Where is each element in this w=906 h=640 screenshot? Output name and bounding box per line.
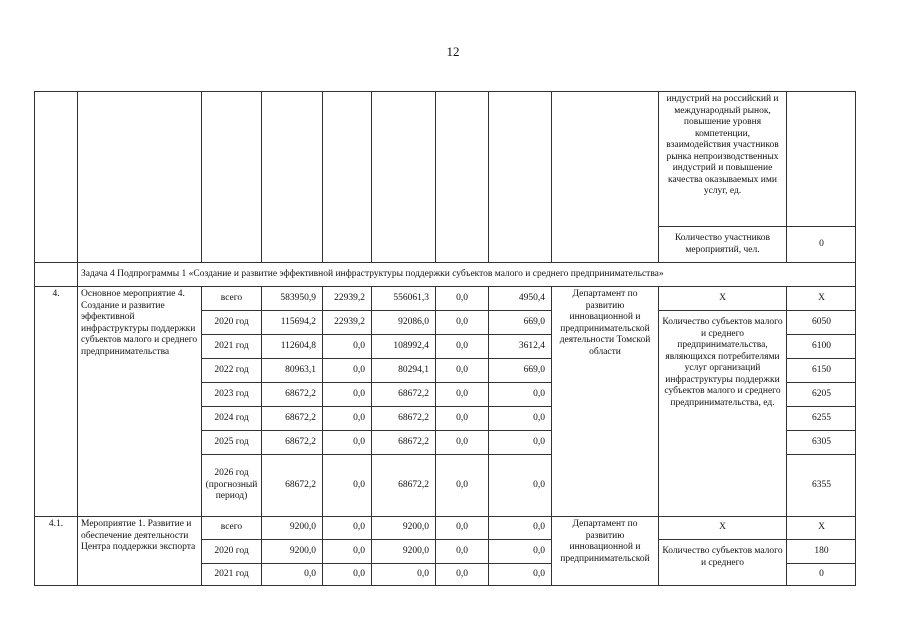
b1-value: 6100 xyxy=(786,334,856,358)
cell-empty xyxy=(435,91,488,262)
block2-indicator: Количество субъектов малого и среднего xyxy=(658,539,786,586)
b1-other: 0,0 xyxy=(488,454,551,516)
b1-regional: 68672,2 xyxy=(371,406,435,430)
block1-number: 4. xyxy=(34,286,77,516)
b1-year: 2024 год xyxy=(201,406,261,430)
b1-other: 0,0 xyxy=(488,382,551,406)
b1-local: 0,0 xyxy=(435,310,488,334)
participants-value: 0 xyxy=(786,226,856,262)
b1-other: 669,0 xyxy=(488,310,551,334)
b2-total: 0,0 xyxy=(261,563,322,586)
b1-year: 2020 год xyxy=(201,310,261,334)
b2-federal: 0,0 xyxy=(322,539,371,563)
b1-total: 68672,2 xyxy=(261,454,322,516)
b1-local: 0,0 xyxy=(435,430,488,454)
b1-federal: 0,0 xyxy=(322,406,371,430)
b2-year: всего xyxy=(201,516,261,539)
cell-empty xyxy=(488,91,551,262)
b1-federal: 0,0 xyxy=(322,382,371,406)
b1-regional: 80294,1 xyxy=(371,358,435,382)
b1-federal: 0,0 xyxy=(322,358,371,382)
b2-year: 2021 год xyxy=(201,563,261,586)
b1-regional: 68672,2 xyxy=(371,454,435,516)
b1-regional: 68672,2 xyxy=(371,382,435,406)
b1-value: Х xyxy=(786,286,856,310)
b1-other: 669,0 xyxy=(488,358,551,382)
cell-empty xyxy=(786,91,856,226)
b1-year: 2021 год xyxy=(201,334,261,358)
cell-empty xyxy=(77,91,201,262)
b2-total: 9200,0 xyxy=(261,539,322,563)
cell-empty xyxy=(34,262,77,286)
cell-empty xyxy=(261,91,322,262)
b1-value: 6205 xyxy=(786,382,856,406)
b1-total: 115694,2 xyxy=(261,310,322,334)
cell-empty xyxy=(371,91,435,262)
block2-executor: Департамент по развитию инновационной и предпринимательской xyxy=(551,516,658,586)
b2-local: 0,0 xyxy=(435,516,488,539)
b2-local: 0,0 xyxy=(435,539,488,563)
b2-regional: 9200,0 xyxy=(371,516,435,539)
block2-indicator-x: Х xyxy=(658,516,786,539)
b2-federal: 0,0 xyxy=(322,563,371,586)
b1-year: 2023 год xyxy=(201,382,261,406)
b2-federal: 0,0 xyxy=(322,516,371,539)
b2-other: 0,0 xyxy=(488,563,551,586)
b1-year: всего xyxy=(201,286,261,310)
b2-value: Х xyxy=(786,516,856,539)
b2-value: 0 xyxy=(786,563,856,586)
indicator-text-cell: индустрий на российский и международный рынок, повышение уровня компетенции, взаимодействия участников рынка непроизводственных индустрий и повышение качества оказываемых ими услуг, ед. xyxy=(658,91,786,226)
b2-regional: 9200,0 xyxy=(371,539,435,563)
b1-total: 112604,8 xyxy=(261,334,322,358)
b2-year: 2020 год xyxy=(201,539,261,563)
b1-total: 583950,9 xyxy=(261,286,322,310)
b1-regional: 68672,2 xyxy=(371,430,435,454)
b1-federal: 22939,2 xyxy=(322,286,371,310)
b1-local: 0,0 xyxy=(435,454,488,516)
task-header: Задача 4 Подпрограммы 1 «Создание и развитие эффективной инфраструктуры поддержки субъектов малого и среднего предпринимательства» xyxy=(77,262,856,286)
block2-name: Мероприятие 1. Развитие и обеспечение деятельности Центра поддержки экспорта xyxy=(77,516,201,586)
b1-year: 2022 год xyxy=(201,358,261,382)
b2-regional: 0,0 xyxy=(371,563,435,586)
b1-total: 80963,1 xyxy=(261,358,322,382)
page-number: 12 xyxy=(446,44,460,59)
b1-local: 0,0 xyxy=(435,286,488,310)
block1-indicator: Количество субъектов малого и среднего предпринимательства, являющихся потребителями услуг организаций инфраструктуры поддержки субъектов малого и среднего предпринимательства, ед. xyxy=(658,310,786,516)
block1-executor: Департамент по развитию инновационной и предпринимательской деятельности Томской области xyxy=(551,286,658,516)
cell-empty xyxy=(201,91,261,262)
b1-year: 2025 год xyxy=(201,430,261,454)
b2-other: 0,0 xyxy=(488,539,551,563)
b1-value: 6150 xyxy=(786,358,856,382)
b1-total: 68672,2 xyxy=(261,382,322,406)
b1-local: 0,0 xyxy=(435,358,488,382)
b1-regional: 556061,3 xyxy=(371,286,435,310)
b1-other: 0,0 xyxy=(488,430,551,454)
b1-federal: 0,0 xyxy=(322,454,371,516)
b2-local: 0,0 xyxy=(435,563,488,586)
table-right-border xyxy=(855,91,856,586)
b1-other: 3612,4 xyxy=(488,334,551,358)
cell-empty xyxy=(322,91,371,262)
b1-local: 0,0 xyxy=(435,334,488,358)
b1-total: 68672,2 xyxy=(261,430,322,454)
b1-local: 0,0 xyxy=(435,382,488,406)
b1-federal: 22939,2 xyxy=(322,310,371,334)
program-table xyxy=(34,91,856,586)
b1-local: 0,0 xyxy=(435,406,488,430)
block1-indicator-x: Х xyxy=(658,286,786,310)
cell-empty xyxy=(34,91,77,262)
b1-year: 2026 год (прогнозный период) xyxy=(201,454,261,516)
block2-number: 4.1. xyxy=(34,516,77,586)
block1-name: Основное мероприятие 4. Создание и развитие эффективной инфраструктуры поддержки субъектов малого и среднего предпринимательства xyxy=(77,286,201,516)
b1-value: 6255 xyxy=(786,406,856,430)
b1-value: 6355 xyxy=(786,454,856,516)
b1-regional: 108992,4 xyxy=(371,334,435,358)
b2-total: 9200,0 xyxy=(261,516,322,539)
b1-regional: 92086,0 xyxy=(371,310,435,334)
participants-label: Количество участников мероприятий, чел. xyxy=(658,226,786,262)
cell-empty xyxy=(551,91,658,262)
b1-value: 6050 xyxy=(786,310,856,334)
table-bottom-border xyxy=(34,585,856,586)
b2-value: 180 xyxy=(786,539,856,563)
b1-federal: 0,0 xyxy=(322,334,371,358)
b2-other: 0,0 xyxy=(488,516,551,539)
b1-other: 4950,4 xyxy=(488,286,551,310)
b1-value: 6305 xyxy=(786,430,856,454)
b1-federal: 0,0 xyxy=(322,430,371,454)
b1-total: 68672,2 xyxy=(261,406,322,430)
b1-other: 0,0 xyxy=(488,406,551,430)
